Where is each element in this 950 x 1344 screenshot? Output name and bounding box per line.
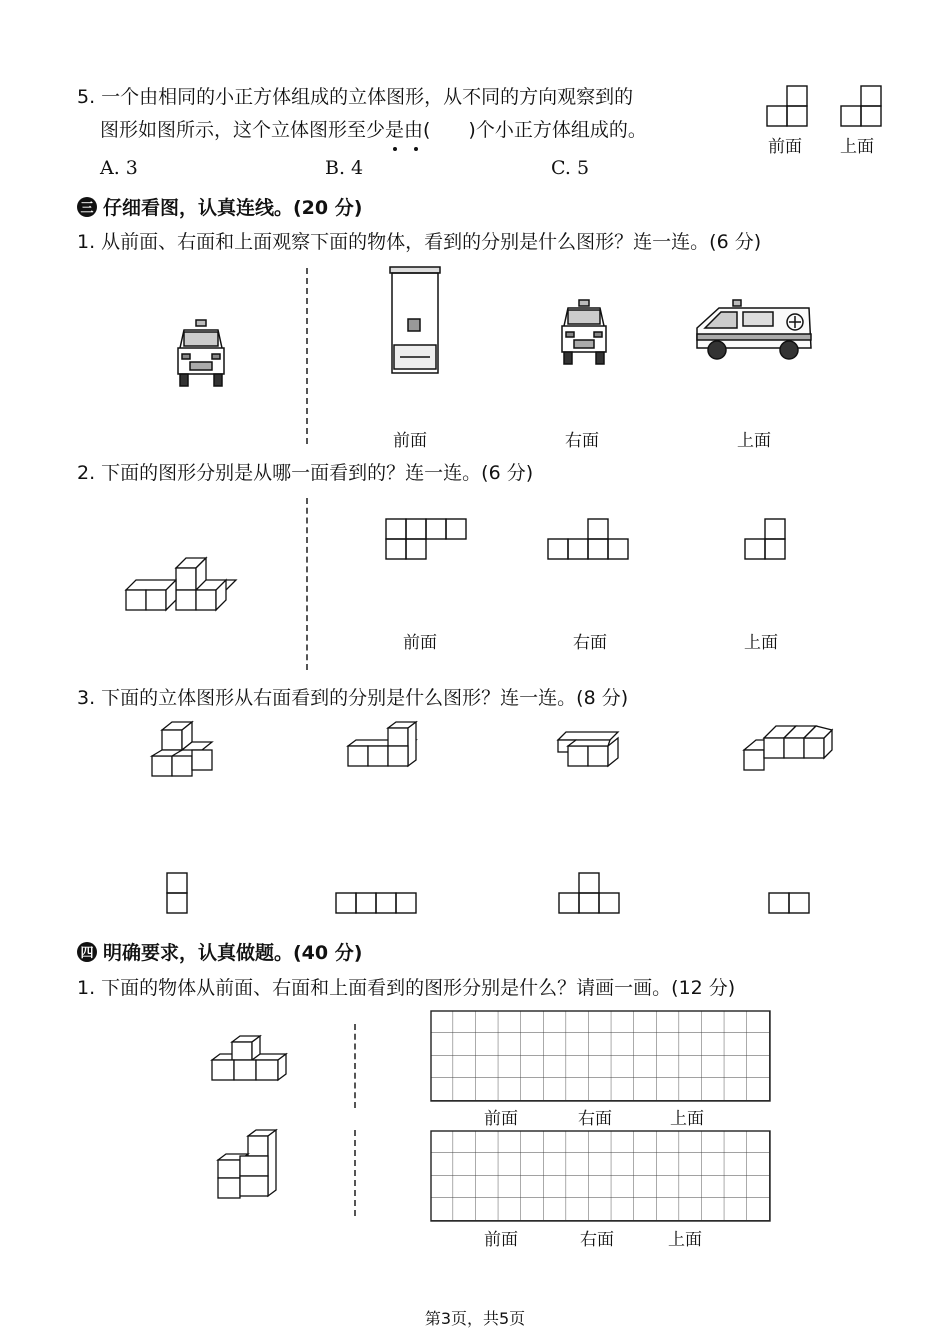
q5-line2: 图形如图所示，这个立体图形至少是由( )个小正方体组成的。 — [100, 119, 647, 141]
s4-q1-object-2 — [216, 1128, 282, 1206]
s3-q3-text: 3. 下面的立体图形从右面看到的分别是什么图形？连一连。(8 分) — [77, 687, 629, 709]
q5-option-a: A. 3 — [100, 157, 138, 179]
s4-q1-text: 1. 下面的物体从前面、右面和上面看到的图形分别是什么？请画一画。(12 分) — [77, 977, 736, 999]
s4-q1-drawing-grid-2[interactable] — [430, 1130, 772, 1224]
s3-q3-view-1 — [166, 872, 190, 916]
dashed-divider — [306, 268, 308, 444]
s3-q3-solid-2 — [346, 720, 422, 772]
q5-option-c: C. 5 — [551, 157, 590, 179]
section-3-title: 仔细看图，认真连线。(20 分) — [103, 197, 363, 219]
q5-top-view-figure — [840, 84, 884, 128]
section-number-badge: 四 — [77, 942, 97, 962]
s3-q2-view-shape-2 — [547, 518, 633, 562]
q5-label-front: 前面 — [768, 137, 802, 157]
s3-q2-label-front: 前面 — [403, 633, 437, 653]
s3-q3-view-3 — [558, 872, 624, 916]
dashed-divider — [306, 498, 308, 670]
s3-q2-label-top: 上面 — [744, 633, 778, 653]
page-footer: 第3页，共5页 — [424, 1309, 526, 1328]
s3-q1-label-top: 上面 — [737, 431, 771, 451]
section-number-badge: 三 — [77, 197, 97, 217]
q5-label-top: 上面 — [840, 137, 874, 157]
q5-front-view-figure — [766, 84, 810, 128]
s4-grid1-label-front: 前面 — [484, 1109, 518, 1129]
s4-grid2-label-top: 上面 — [668, 1230, 702, 1250]
ambulance-side-view — [693, 298, 817, 368]
s3-q1-text: 1. 从前面、右面和上面观察下面的物体，看到的分别是什么图形？连一连。(6 分) — [77, 231, 762, 253]
q5-option-b: B. 4 — [325, 157, 364, 179]
section-3-heading — [77, 193, 362, 220]
s3-q3-solid-1 — [150, 720, 216, 782]
s3-q1-label-right: 右面 — [565, 431, 599, 451]
q5-line1: 5. 一个由相同的小正方体组成的立体图形，从不同的方向观察到的 — [77, 86, 634, 108]
s4-q1-object-1 — [210, 1034, 290, 1086]
s3-q3-solid-3 — [556, 730, 622, 772]
s3-q3-view-4 — [768, 892, 814, 916]
dashed-divider — [354, 1024, 356, 1108]
section-4-heading — [77, 938, 362, 965]
emphasis-dot — [414, 147, 418, 151]
emphasis-dot — [393, 147, 397, 151]
section-4-title: 明确要求，认真做题。(40 分) — [103, 942, 363, 964]
s3-q2-view-shape-1 — [385, 518, 471, 562]
s4-grid1-label-right: 右面 — [578, 1109, 612, 1129]
s3-q3-view-2 — [335, 892, 421, 916]
s3-q2-label-right: 右面 — [573, 633, 607, 653]
s4-grid2-label-right: 右面 — [580, 1230, 614, 1250]
ambulance-front-view — [556, 298, 612, 368]
s3-q1-label-front: 前面 — [393, 431, 427, 451]
s3-q2-text: 2. 下面的图形分别是从哪一面看到的？连一连。(6 分) — [77, 462, 534, 484]
s4-q1-drawing-grid-1[interactable] — [430, 1010, 772, 1104]
s3-q3-solid-4 — [742, 722, 834, 774]
s3-q2-view-shape-3 — [744, 518, 788, 562]
s4-grid1-label-top: 上面 — [670, 1109, 704, 1129]
ambulance-top-view — [388, 265, 442, 375]
dashed-divider — [354, 1130, 356, 1216]
ambulance-front-object — [170, 318, 232, 390]
s4-grid2-label-front: 前面 — [484, 1230, 518, 1250]
cube-structure-object — [124, 556, 236, 614]
